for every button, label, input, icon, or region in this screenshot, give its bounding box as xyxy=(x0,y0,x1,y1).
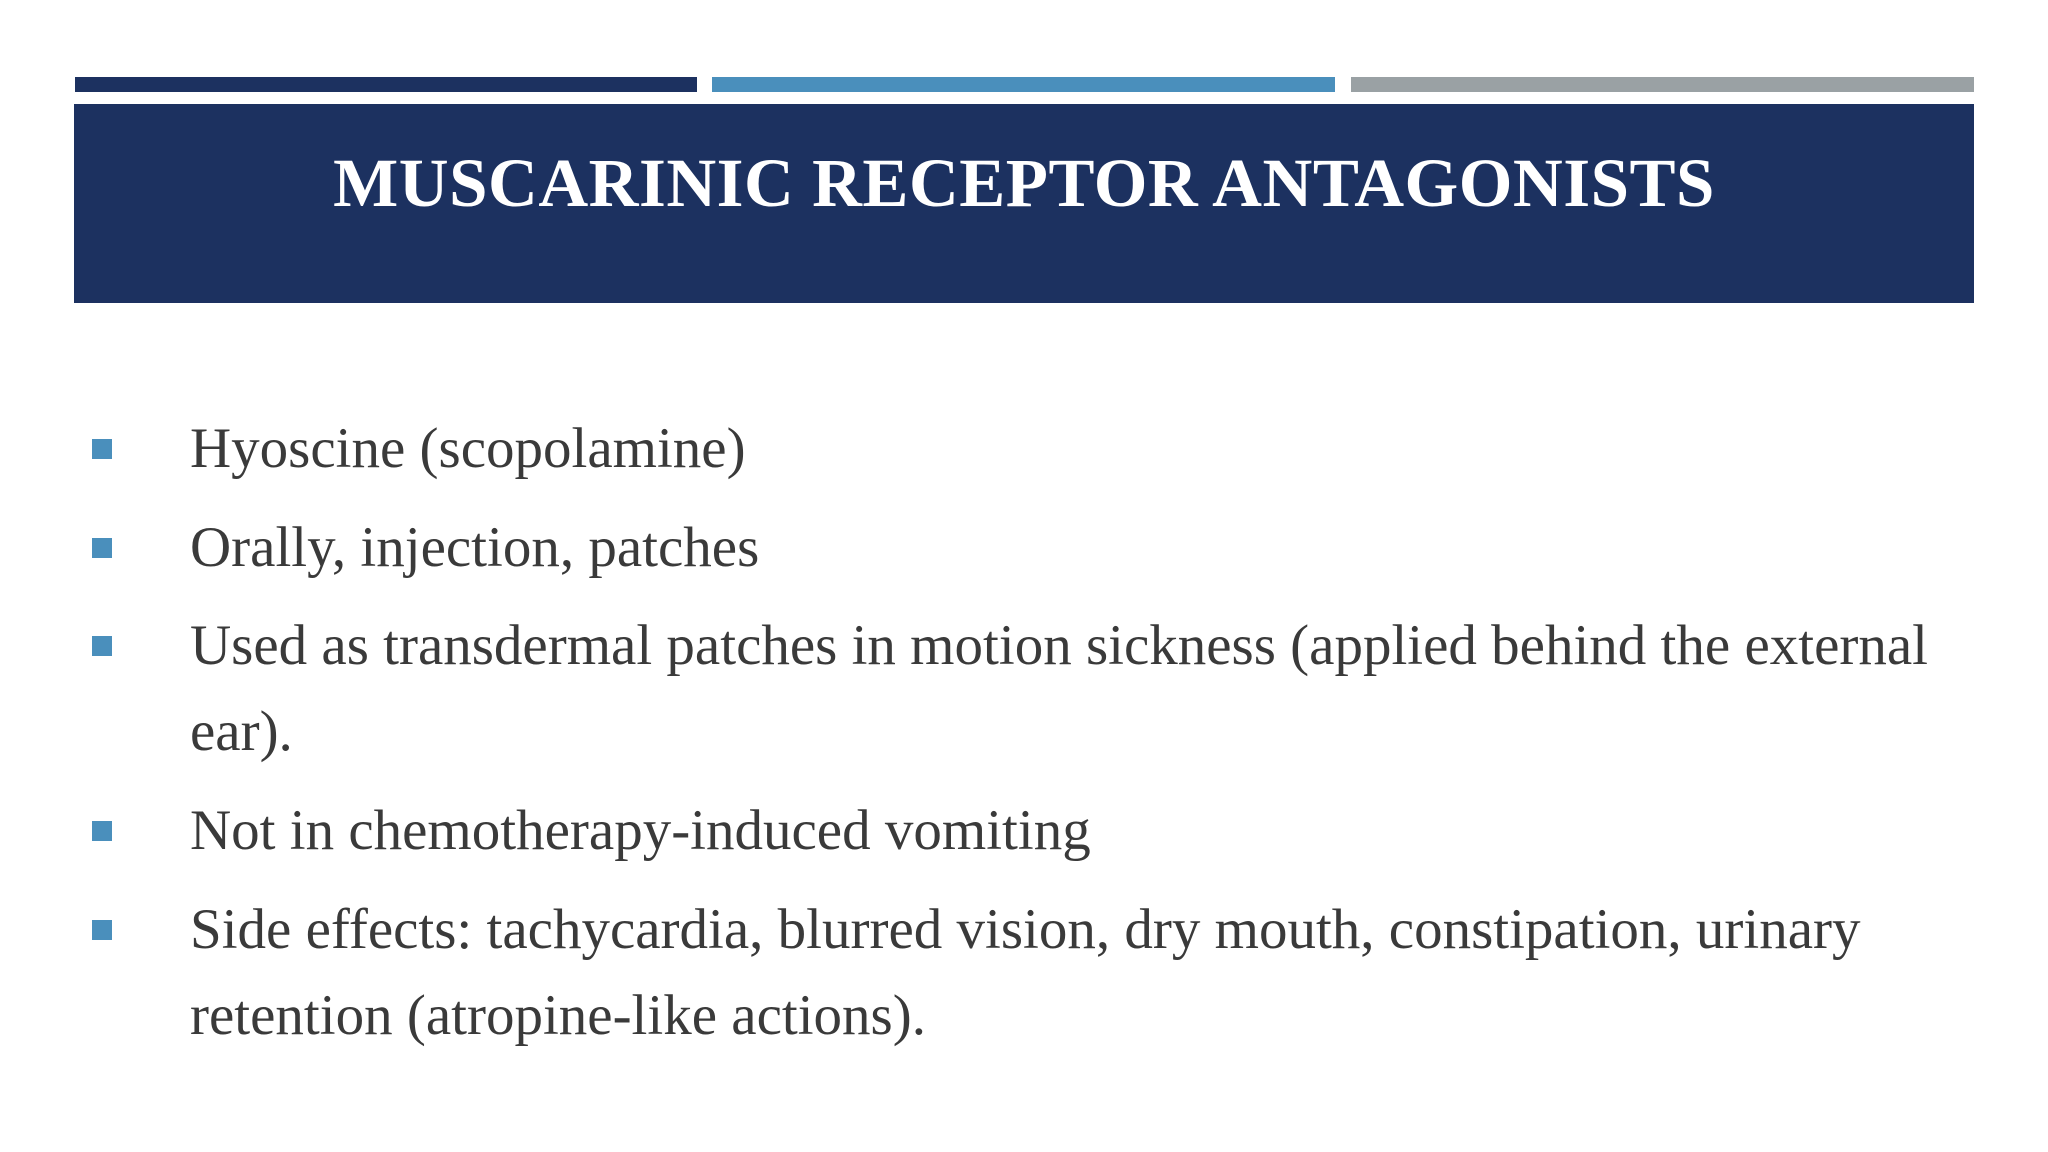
square-bullet-icon xyxy=(92,636,112,656)
bullet-text: Not in chemotherapy-induced vomiting xyxy=(190,799,1091,862)
square-bullet-icon xyxy=(92,538,112,558)
bullet-text: Side effects: tachycardia, blurred vision, dry mouth, constipation, urinary retention (atropine-like actions). xyxy=(190,898,1861,1047)
square-bullet-icon xyxy=(92,920,112,940)
bullet-text: Orally, injection, patches xyxy=(190,516,760,579)
bullet-text: Used as transdermal patches in motion sickness (applied behind the external ear). xyxy=(190,614,1928,763)
square-bullet-icon xyxy=(92,439,112,459)
square-bullet-icon xyxy=(92,821,112,841)
bullet-text: Hyoscine (scopolamine) xyxy=(190,417,746,480)
slide-title: MUSCARINIC RECEPTOR ANTAGONISTS xyxy=(333,145,1715,221)
